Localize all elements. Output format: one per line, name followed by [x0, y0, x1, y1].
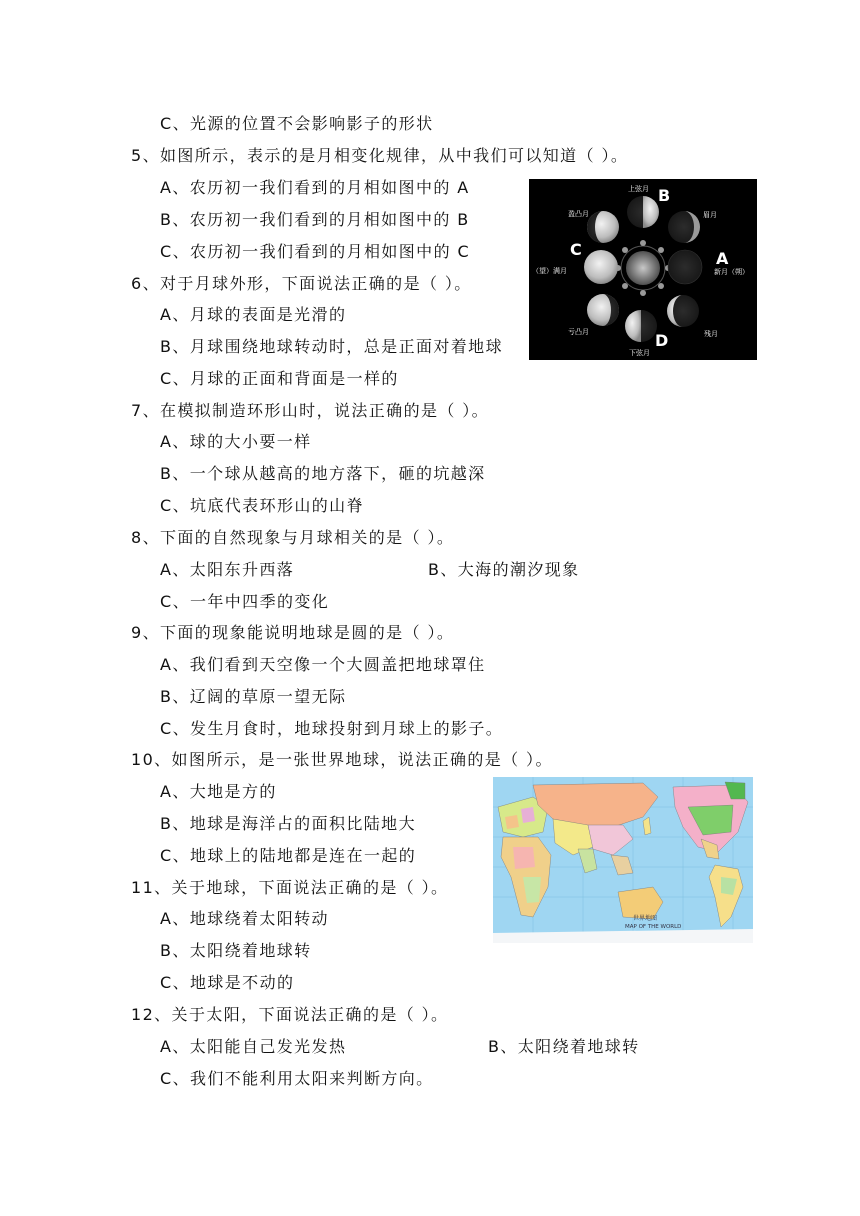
q11-option-b: B、太阳绕着地球转 — [160, 941, 312, 960]
q4-option-c: C、光源的位置不会影响影子的形状 — [160, 114, 434, 133]
q7-option-a: A、球的大小要一样 — [160, 432, 312, 451]
earth-center — [626, 251, 660, 285]
label-full-moon: （望）满月 — [532, 267, 567, 275]
q9-option-b: B、辽阔的草原一望无际 — [160, 687, 347, 706]
letter-a: A — [716, 249, 729, 268]
q7-option-c: C、坑底代表环形山的山脊 — [160, 496, 364, 515]
label-waxing-crescent: 眉月 — [703, 211, 717, 219]
moon-waning-gibbous — [587, 294, 619, 326]
question-9: 9、下面的现象能说明地球是圆的是（ ）。 — [131, 623, 455, 642]
moon-first-quarter — [627, 196, 659, 228]
q10-option-b: B、地球是海洋占的面积比陆地大 — [160, 814, 416, 833]
question-8: 8、下面的自然现象与月球相关的是（ ）。 — [131, 528, 455, 547]
world-map — [493, 777, 753, 943]
label-last-quarter: 下弦月 — [629, 349, 650, 357]
letter-d: D — [655, 331, 669, 350]
q10-option-c: C、地球上的陆地都是连在一起的 — [160, 846, 417, 865]
world-map-figure — [493, 777, 753, 943]
q12-option-b: B、太阳绕着地球转 — [488, 1037, 640, 1056]
question-10: 10、如图所示，是一张世界地球，说法正确的是（ ）。 — [131, 750, 553, 769]
q6-option-a: A、月球的表面是光滑的 — [160, 305, 347, 324]
q11-option-c: C、地球是不动的 — [160, 973, 295, 992]
label-waning-gibbous: 亏凸月 — [568, 328, 589, 336]
question-12: 12、关于太阳，下面说法正确的是（ ）。 — [131, 1005, 449, 1024]
question-6: 6、对于月球外形，下面说法正确的是（ ）。 — [131, 274, 472, 293]
q6-option-b: B、月球围绕地球转动时，总是正面对着地球 — [160, 337, 503, 356]
label-new-moon: 新月（朔） — [714, 268, 749, 276]
q5-option-b: B、农历初一我们看到的月相如图中的 B — [160, 210, 470, 229]
label-waning-crescent: 残月 — [704, 330, 718, 338]
q12-option-c: C、我们不能利用太阳来判断方向。 — [160, 1069, 434, 1088]
q5-option-c: C、农历初一我们看到的月相如图中的 C — [160, 242, 471, 261]
letter-c: C — [570, 240, 582, 259]
q8-option-a: A、太阳东升西落 — [160, 560, 295, 579]
moon-full — [584, 250, 618, 284]
q9-option-a: A、我们看到天空像一个大圆盖把地球罩住 — [160, 655, 486, 674]
q10-option-a: A、大地是方的 — [160, 782, 277, 801]
map-title-cn: 世界地图 — [633, 915, 658, 922]
q5-option-a: A、农历初一我们看到的月相如图中的 A — [160, 178, 470, 197]
q6-option-c: C、月球的正面和背面是一样的 — [160, 369, 399, 388]
label-first-quarter: 上弦月 — [628, 185, 649, 193]
q8-option-c: C、一年中四季的变化 — [160, 592, 330, 611]
moon-waning-crescent — [667, 295, 699, 327]
moon-phase-diagram — [529, 179, 757, 360]
q8-option-b: B、大海的潮汐现象 — [428, 560, 580, 579]
moon-last-quarter — [625, 310, 657, 342]
q11-option-a: A、地球绕着太阳转动 — [160, 909, 329, 928]
map-title-en: MAP OF THE WORLD — [625, 924, 682, 930]
q12-option-a: A、太阳能自己发光发热 — [160, 1037, 347, 1056]
letter-b: B — [658, 186, 671, 205]
label-waxing-gibbous: 盈凸月 — [568, 210, 589, 218]
q9-option-c: C、发生月食时，地球投射到月球上的影子。 — [160, 719, 504, 738]
moon-new — [668, 250, 702, 284]
moon-waxing-gibbous — [587, 211, 619, 243]
moon-phase-figure — [529, 179, 757, 360]
question-7: 7、在模拟制造环形山时，说法正确的是（ ）。 — [131, 401, 490, 420]
question-11: 11、关于地球，下面说法正确的是（ ）。 — [131, 878, 449, 897]
moon-waxing-crescent — [668, 211, 700, 243]
q7-option-b: B、一个球从越高的地方落下，砸的坑越深 — [160, 464, 486, 483]
question-5: 5、如图所示，表示的是月相变化规律，从中我们可以知道（ ）。 — [131, 146, 629, 165]
